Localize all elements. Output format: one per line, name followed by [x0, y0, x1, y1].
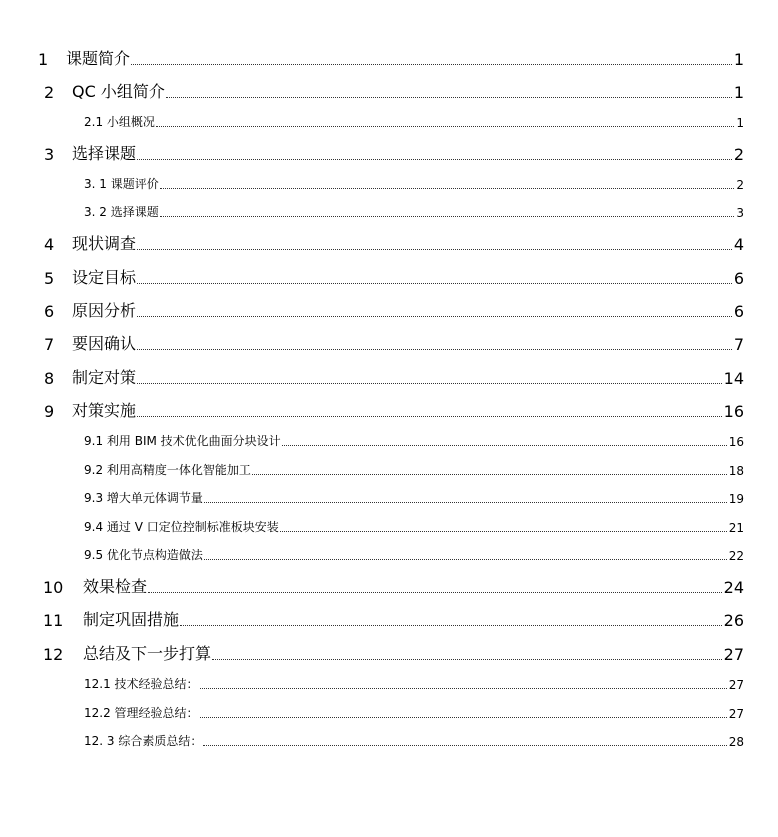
toc-page-number: 27	[723, 645, 744, 664]
toc-entry-title: 现状调查	[72, 234, 137, 253]
toc-entry[interactable]	[43, 608, 744, 630]
toc-entry-number: 9	[44, 402, 55, 421]
toc-page-number: 28	[728, 735, 744, 749]
toc-entry-title: QC 小组简介	[72, 82, 165, 101]
dot-leader	[137, 383, 722, 384]
toc-entry-title: 制定对策	[72, 368, 137, 387]
dot-leader	[137, 416, 722, 417]
dot-leader	[131, 64, 732, 65]
dot-leader	[282, 445, 727, 446]
toc-page-number: 24	[723, 578, 744, 597]
toc-entry-title: 要因确认	[72, 334, 137, 353]
toc-entry-number: 2	[44, 83, 55, 102]
toc-entry[interactable]	[38, 47, 744, 69]
toc-subentry-title: 12.1 技术经验总结：	[84, 677, 199, 691]
toc-entry-number: 8	[44, 369, 55, 388]
toc-subentry[interactable]	[84, 704, 744, 721]
toc-entry-title: 原因分析	[72, 301, 137, 320]
toc-subentry[interactable]	[84, 675, 744, 692]
toc-subentry[interactable]	[84, 461, 744, 478]
toc-page-number: 18	[728, 464, 744, 478]
toc-entry-title: 课题简介	[66, 49, 131, 68]
toc-entry[interactable]	[43, 575, 744, 597]
toc-entry[interactable]	[44, 399, 744, 421]
toc-subentry-title: 9.1 利用 BIM 技术优化曲面分块设计	[84, 434, 281, 448]
toc-page-number: 2	[733, 145, 744, 164]
toc-page-number: 7	[733, 335, 744, 354]
dot-leader	[137, 316, 732, 317]
toc-entry[interactable]	[44, 80, 744, 102]
toc-subentry[interactable]	[84, 518, 744, 535]
toc-entry-number: 10	[43, 578, 64, 597]
toc-entry-number: 12	[43, 645, 64, 664]
toc-entry[interactable]	[44, 266, 744, 288]
toc-subentry-title: 9.4 通过 V 口定位控制标准板块安装	[84, 520, 279, 534]
dot-leader	[200, 688, 727, 689]
toc-page-number: 1	[733, 50, 744, 69]
toc-page-number: 6	[733, 302, 744, 321]
toc-page-number: 19	[728, 492, 744, 506]
toc-subentry[interactable]	[84, 175, 744, 192]
dot-leader	[137, 349, 732, 350]
toc-page-number: 14	[723, 369, 744, 388]
toc-entry-number: 11	[43, 611, 64, 630]
toc-entry-title: 对策实施	[72, 401, 137, 420]
toc-page-number: 27	[728, 707, 744, 721]
toc-page-number: 16	[723, 402, 744, 421]
toc-page-number: 16	[728, 435, 744, 449]
toc-subentry-title: 12.2 管理经验总结：	[84, 706, 199, 720]
dot-leader	[137, 283, 732, 284]
toc-entry[interactable]	[44, 142, 744, 164]
toc-subentry-title: 9.2 利用高精度一体化智能加工	[84, 463, 251, 477]
toc-entry-title: 选择课题	[72, 144, 137, 163]
toc-subentry[interactable]	[84, 489, 744, 506]
toc-entry-number: 3	[44, 145, 55, 164]
dot-leader	[200, 717, 727, 718]
dot-leader	[148, 592, 722, 593]
dot-leader	[203, 745, 726, 746]
toc-entry-title: 效果检查	[83, 577, 148, 596]
toc-entry-number: 7	[44, 335, 55, 354]
dot-leader	[137, 249, 732, 250]
toc-page-number: 4	[733, 235, 744, 254]
toc-page-number: 3	[736, 206, 744, 220]
toc-page-number: 27	[728, 678, 744, 692]
toc-entry[interactable]	[43, 642, 744, 664]
toc-subentry[interactable]	[84, 732, 744, 749]
dot-leader	[160, 216, 735, 217]
toc-subentry-title: 3. 1 课题评价	[84, 177, 159, 191]
dot-leader	[137, 159, 732, 160]
dot-leader	[156, 126, 734, 127]
dot-leader	[180, 625, 722, 626]
toc-entry[interactable]	[44, 232, 744, 254]
toc-page-number: 22	[728, 549, 744, 563]
toc-entry-title: 总结及下一步打算	[83, 644, 212, 663]
dot-leader	[166, 97, 732, 98]
toc-entry-number: 5	[44, 269, 55, 288]
toc-subentry[interactable]	[84, 113, 744, 130]
toc-page-number: 2	[736, 178, 744, 192]
toc-subentry[interactable]	[84, 203, 744, 220]
toc-subentry[interactable]	[84, 432, 744, 449]
toc-subentry[interactable]	[84, 546, 744, 563]
toc-entry-number: 6	[44, 302, 55, 321]
toc-entry[interactable]	[44, 299, 744, 321]
toc-page-number: 26	[723, 611, 744, 630]
toc-entry-number: 4	[44, 235, 55, 254]
toc-entry[interactable]	[44, 332, 744, 354]
toc-subentry-title: 2.1 小组概况	[84, 115, 155, 129]
toc-subentry-title: 3. 2 选择课题	[84, 205, 159, 219]
toc-page-number: 1	[736, 116, 744, 130]
toc-entry-number: 1	[38, 50, 49, 69]
toc-subentry-title: 12. 3 综合素质总结：	[84, 734, 203, 748]
dot-leader	[252, 474, 727, 475]
toc-page-number: 21	[728, 521, 744, 535]
dot-leader	[160, 188, 735, 189]
toc-page-number: 1	[733, 83, 744, 102]
toc-entry[interactable]	[44, 366, 744, 388]
toc-entry-title: 设定目标	[72, 268, 137, 287]
toc-page-number: 6	[733, 269, 744, 288]
dot-leader	[280, 531, 727, 532]
dot-leader	[204, 559, 727, 560]
dot-leader	[204, 502, 727, 503]
toc-entry-title: 制定巩固措施	[83, 610, 180, 629]
toc-subentry-title: 9.5 优化节点构造做法	[84, 548, 203, 562]
toc-subentry-title: 9.3 增大单元体调节量	[84, 491, 203, 505]
dot-leader	[212, 659, 722, 660]
